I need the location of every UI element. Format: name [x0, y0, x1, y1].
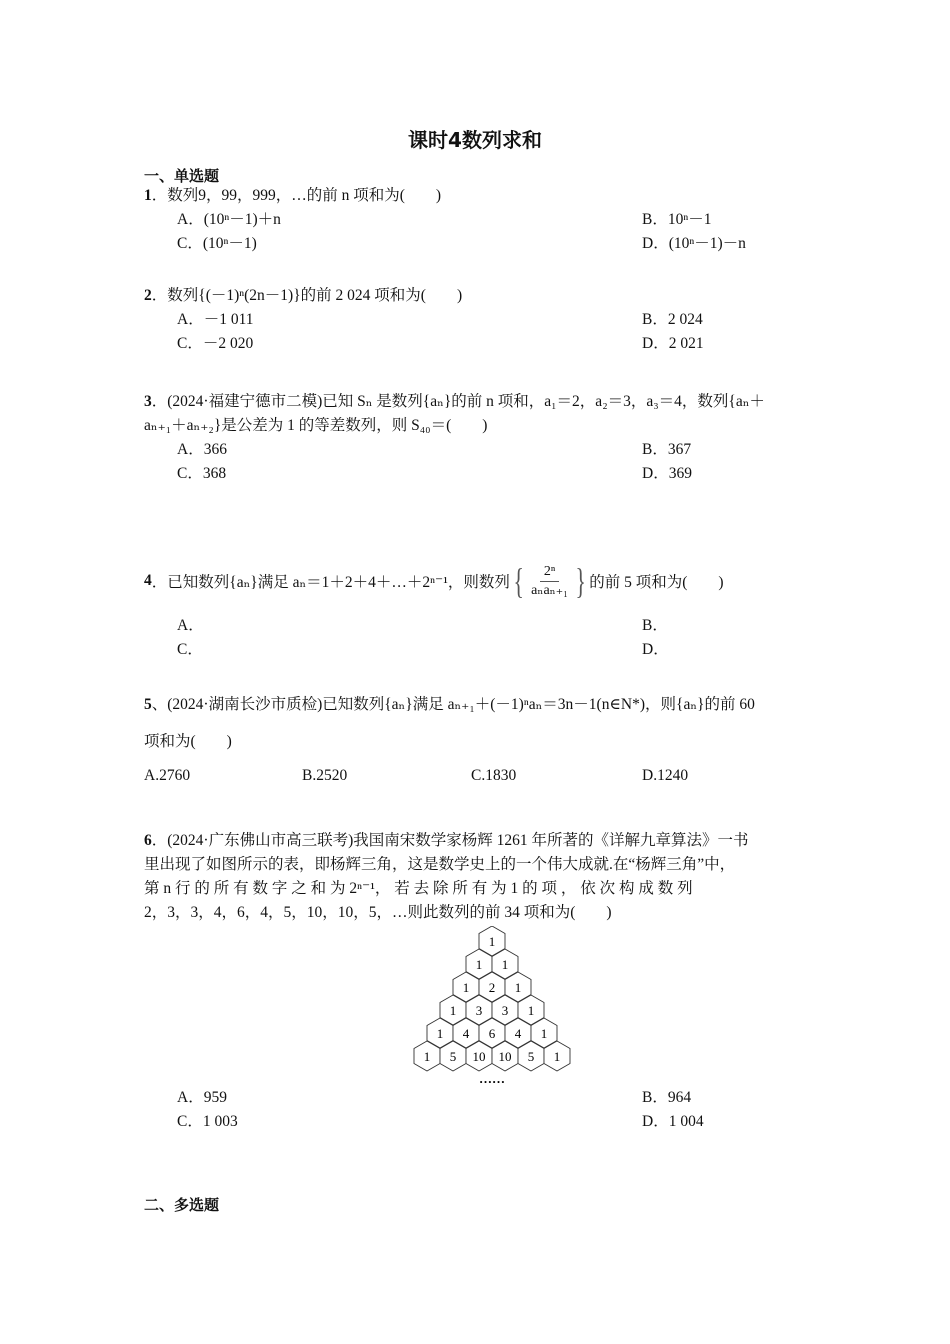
question-2-stem: [144, 284, 462, 308]
triangle-cell-value: 1: [436, 1026, 444, 1041]
question-text: ．(2024·福建宁德市二模)已知 Sₙ 是数列{aₙ}的前 n 项和，a₁＝2，a₂＝3，a₃＝4，数列{aₙ＋: [151, 393, 765, 410]
question-text: 、(2024·湖南长沙市质检)已知数列{aₙ}满足 aₙ₊₁＋(－1)ⁿaₙ＝3n－1(n∈N*)，则{aₙ}的前 60: [151, 696, 755, 713]
section-single-choice: 一、单选题: [144, 167, 220, 185]
triangle-cell-value: 1: [527, 1003, 535, 1018]
page-title: 课时4数列求和: [408, 128, 542, 152]
triangle-cell-value: 1: [488, 934, 496, 949]
option-d[interactable]: D．369: [642, 465, 692, 482]
question-6-stem-line2: 里出现了如图所示的表，即杨辉三角，这是数学史上的一个伟大成就.在“杨辉三角”中，: [144, 856, 736, 873]
triangle-cell-value: 1: [553, 1049, 561, 1064]
question-6-stem-line1: [144, 829, 749, 853]
triangle-cell-value: 3: [475, 1003, 483, 1018]
fraction-numerator: 2ⁿ: [540, 563, 559, 582]
section-multiple-choice: 二、多选题: [144, 1196, 220, 1214]
triangle-cell-value: 6: [488, 1026, 496, 1041]
triangle-cell-value: 1: [462, 980, 470, 995]
question-number: 1: [144, 187, 152, 204]
question-3-stem-line1: [144, 390, 765, 414]
option-c[interactable]: C．: [177, 641, 203, 658]
question-text: ．(2024·广东佛山市高三联考)我国南宋数学家杨辉 1261 年所著的《详解九章算法》一书: [151, 832, 749, 849]
question-number: 3: [144, 393, 152, 410]
triangle-cell-value: 1: [540, 1026, 548, 1041]
option-d[interactable]: D．2 021: [642, 335, 704, 352]
option-d[interactable]: D.1240: [642, 767, 689, 784]
question-5-stem-line2: 项和为( ): [144, 733, 232, 750]
question-5-stem-line1: [144, 693, 755, 717]
option-b[interactable]: B．2 024: [642, 311, 703, 328]
triangle-cell-value: 4: [514, 1026, 522, 1041]
fraction-denominator: aₙaₙ₊₁: [531, 582, 568, 598]
option-b[interactable]: B．367: [642, 441, 692, 458]
fraction: [527, 563, 572, 600]
triangle-cell-value: 1: [475, 957, 483, 972]
question-text: ．数列9，99，999，…的前 n 项和为( ): [151, 187, 442, 204]
option-a[interactable]: A．959: [177, 1089, 227, 1106]
triangle-cell-value: 3: [501, 1003, 509, 1018]
triangle-cell-value: 4: [462, 1026, 470, 1041]
triangle-cell-value: 1: [501, 957, 509, 972]
option-c[interactable]: C．368: [177, 465, 227, 482]
question-3-stem-line2: aₙ₊₁＋aₙ₊₂}是公差为 1 的等差数列，则 S₄₀＝( ): [144, 417, 488, 434]
option-c[interactable]: C．－2 020: [177, 335, 254, 352]
triangle-cell-value: 10: [472, 1049, 486, 1064]
right-brace: }: [575, 561, 586, 601]
yang-hui-triangle: [404, 926, 580, 1090]
question-number: 2: [144, 287, 152, 304]
triangle-ellipsis: ……: [479, 1071, 505, 1086]
triangle-cell-value: 1: [423, 1049, 431, 1064]
triangle-cell-value: 1: [449, 1003, 457, 1018]
question-text: ．数列{(－1)ⁿ(2n－1)}的前 2 024 项和为( ): [151, 287, 463, 304]
question-1-stem: [144, 184, 441, 208]
question-4-stem: [144, 552, 724, 610]
option-b[interactable]: B．964: [642, 1089, 692, 1106]
option-a[interactable]: A．: [177, 617, 204, 634]
question-text-tail: 的前 5 项和为( ): [589, 574, 724, 591]
triangle-cell-value: 1: [514, 980, 522, 995]
option-d[interactable]: D．1 004: [642, 1113, 704, 1130]
triangle-cell-value: 2: [488, 980, 496, 995]
triangle-cell-value: 5: [449, 1049, 457, 1064]
option-d[interactable]: D．(10ⁿ－1)－n: [642, 235, 746, 252]
option-b[interactable]: B．10ⁿ－1: [642, 211, 712, 228]
question-6-stem-line3: 第 n 行 的 所 有 数 字 之 和 为 2ⁿ⁻¹， 若 去 除 所 有 为 1 的 项 ， 依 次 构 成 数 列: [144, 880, 693, 897]
option-a[interactable]: A．－1 011: [177, 311, 254, 328]
left-brace: {: [513, 561, 524, 601]
question-text: ．已知数列{aₙ}满足 aₙ＝1＋2＋4＋…＋2ⁿ⁻¹，则数列: [151, 574, 510, 591]
option-c[interactable]: C．1 003: [177, 1113, 238, 1130]
question-number: 4: [144, 572, 152, 589]
triangle-cell-value: 10: [498, 1049, 512, 1064]
option-a[interactable]: A．(10ⁿ－1)＋n: [177, 211, 281, 228]
option-a[interactable]: A.2760: [144, 767, 191, 784]
option-c[interactable]: C.1830: [471, 767, 517, 784]
option-b[interactable]: B．: [642, 617, 668, 634]
option-b[interactable]: B.2520: [302, 767, 348, 784]
question-number: 5: [144, 696, 152, 713]
question-6-stem-line4: 2，3，3，4，6，4，5，10，10，5，…则此数列的前 34 项和为( ): [144, 904, 612, 921]
question-number: 6: [144, 832, 152, 849]
option-a[interactable]: A．366: [177, 441, 227, 458]
triangle-cell-value: 5: [527, 1049, 535, 1064]
option-c[interactable]: C．(10ⁿ－1): [177, 235, 257, 252]
option-d[interactable]: D．: [642, 641, 669, 658]
